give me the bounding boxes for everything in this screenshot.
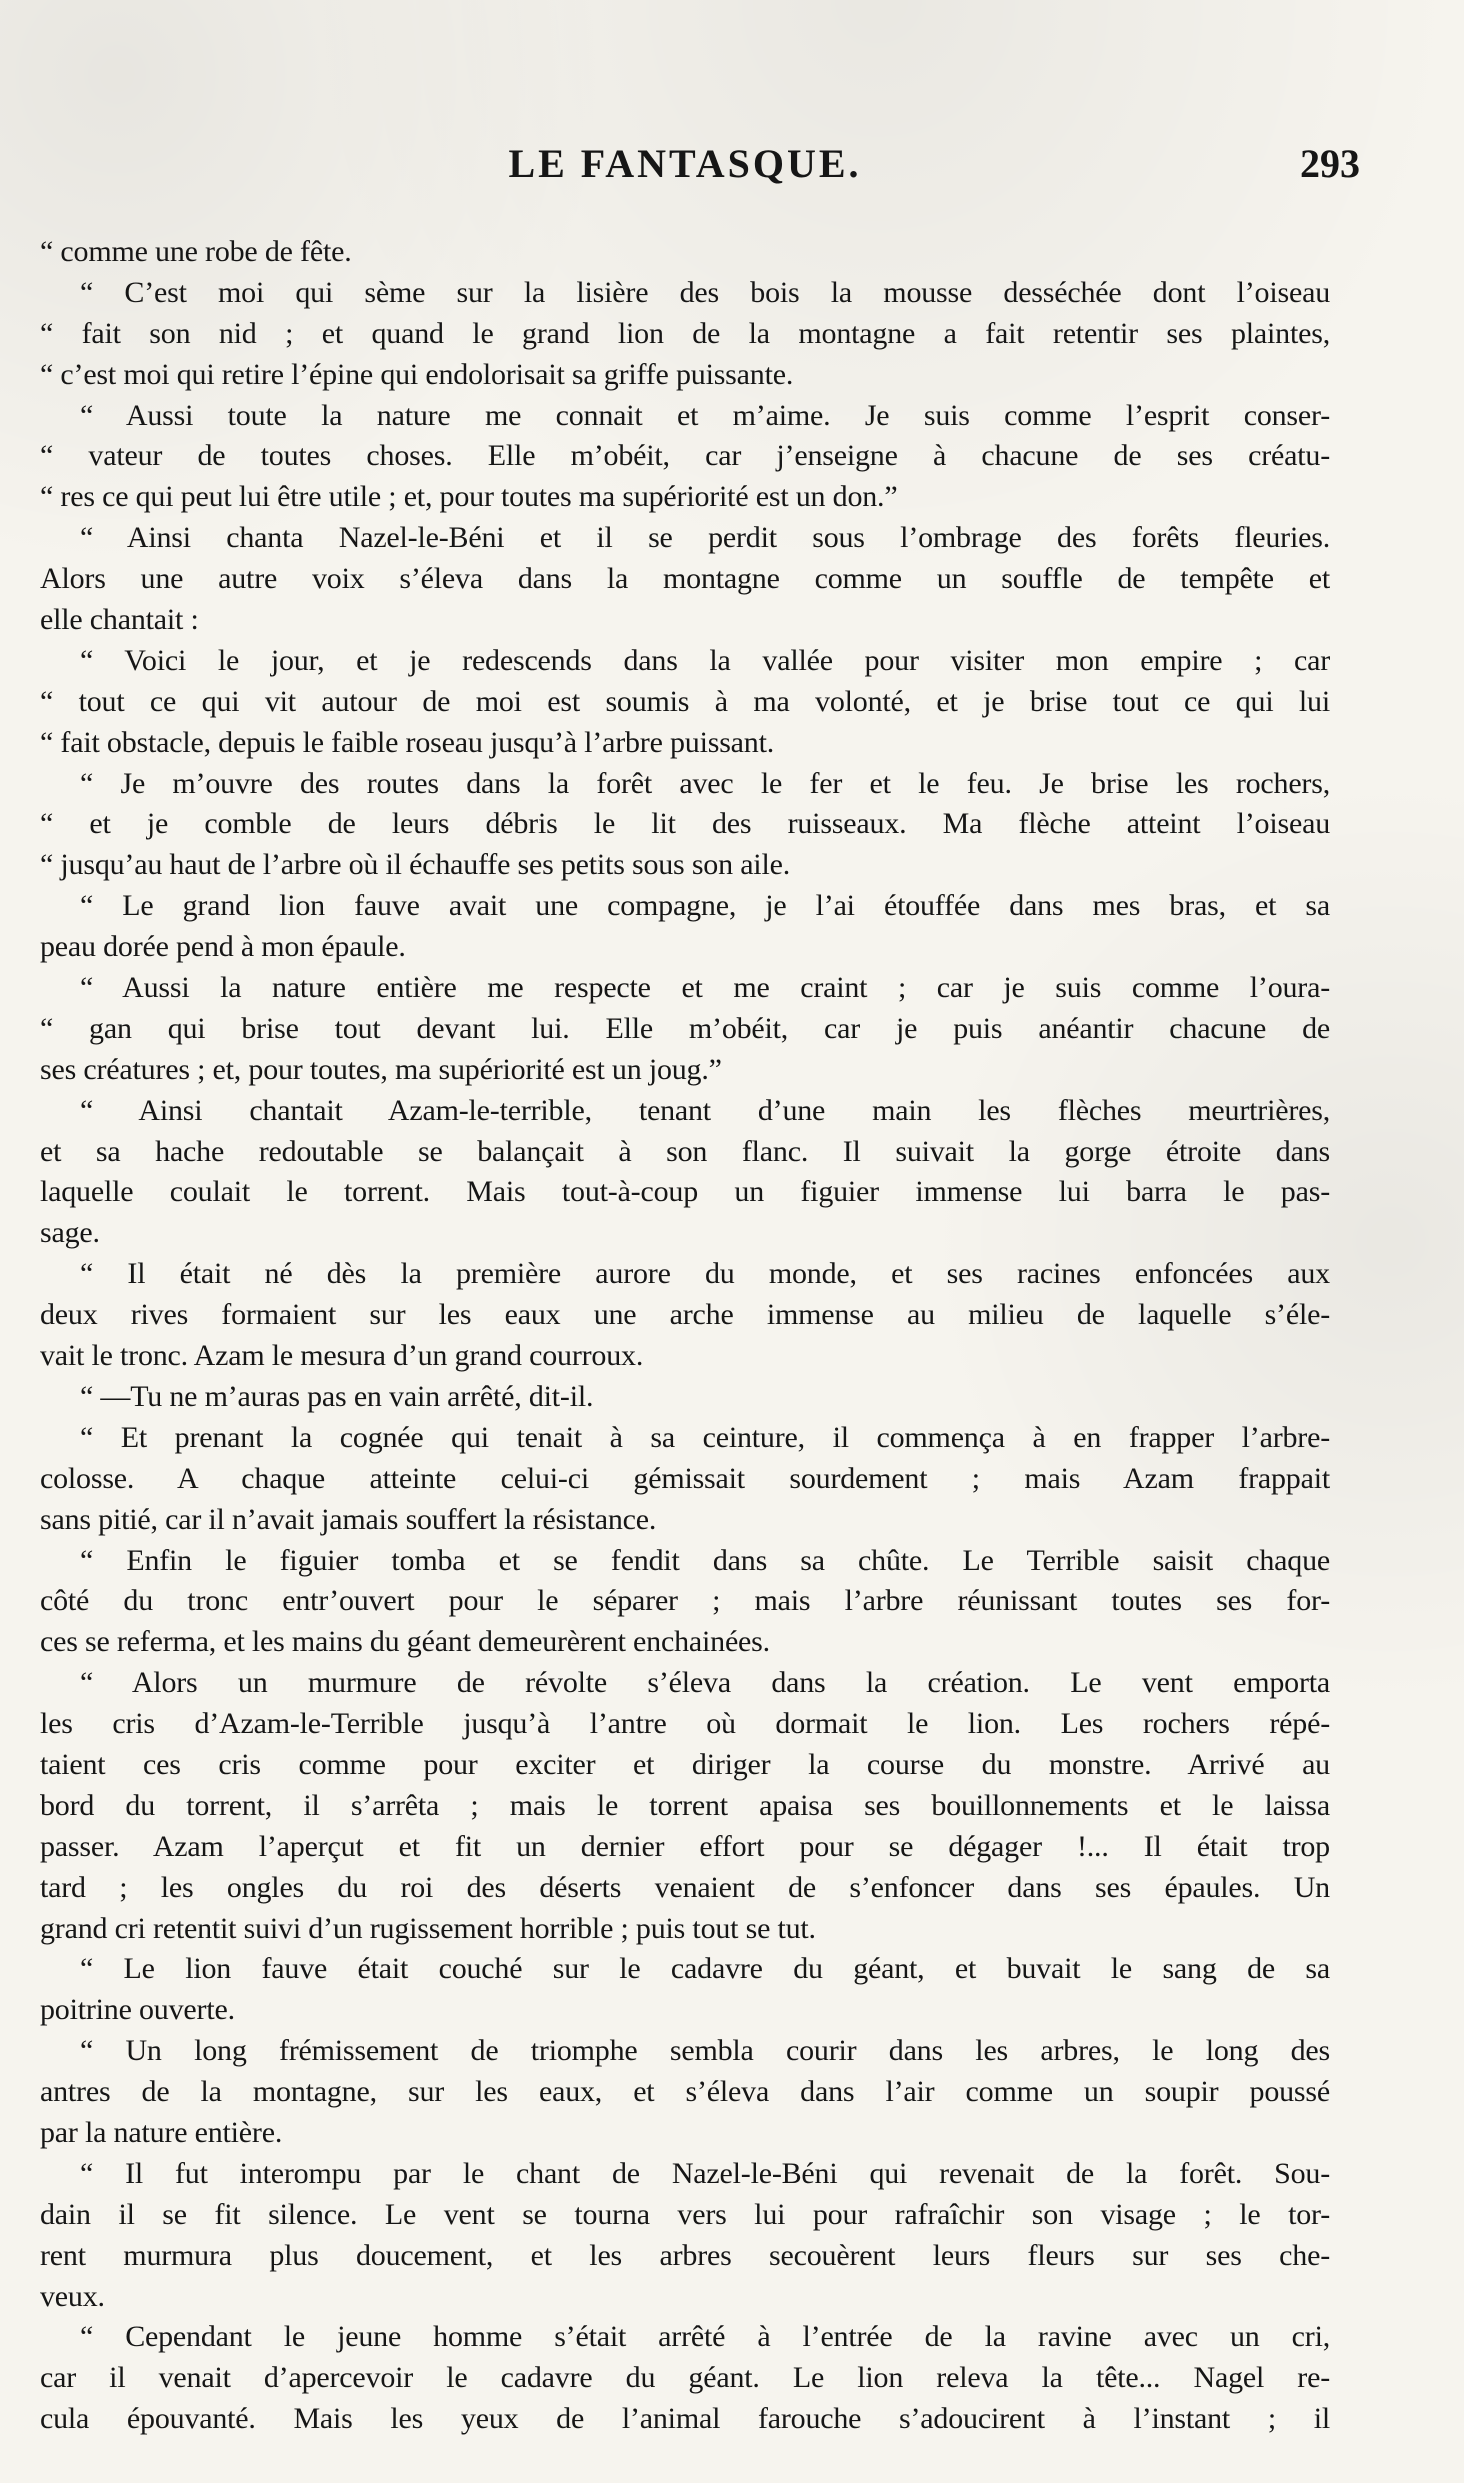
text-line: “ fait obstacle, depuis le faible roseau jusqu’à l’arbre puissant.: [40, 725, 775, 759]
text-line: deux rives formaient sur les eaux une arche immense au milieu de laquelle s’éle-: [40, 1298, 1330, 1332]
text-line: grand cri retentit suivi d’un rugissement horrible ; puis tout se tut.: [40, 1911, 816, 1945]
text-line: “ fait son nid ; et quand le grand lion de la montagne a fait retentir ses plaintes,: [40, 316, 1330, 350]
text-line: cula épouvanté. Mais les yeux de l’animal farouche s’adoucirent à l’instant ; il: [40, 2402, 1330, 2436]
text-line: “ Cependant le jeune homme s’était arrêté à l’entrée de la ravine avec un cri,: [80, 2320, 1330, 2354]
text-line: passer. Azam l’aperçut et fit un dernier effort pour se dégager !... Il était trop: [40, 1829, 1330, 1863]
text-line: “ Il était né dès la première aurore du monde, et ses racines enfoncées aux: [80, 1257, 1330, 1291]
text-line: côté du tronc entr’ouvert pour le séparer ; mais l’arbre réunissant toutes ses for-: [40, 1584, 1330, 1618]
text-line: les cris d’Azam-le-Terrible jusqu’à l’antre où dormait le lion. Les rochers répé-: [40, 1707, 1330, 1741]
text-line: “ Le lion fauve était couché sur le cadavre du géant, et buvait le sang de sa: [80, 1952, 1330, 1986]
text-line: “ Et prenant la cognée qui tenait à sa ceinture, il commença à en frapper l’arbre-: [80, 1420, 1330, 1454]
text-line: et sa hache redoutable se balançait à son flanc. Il suivait la gorge étroite dans: [40, 1134, 1330, 1168]
text-line: “ gan qui brise tout devant lui. Elle m’obéit, car je puis anéantir chacune de: [40, 1011, 1330, 1045]
text-line: “ comme une robe de fête.: [40, 235, 352, 268]
text-line: “ tout ce qui vit autour de moi est soumis à ma volonté, et je brise tout ce qui lui: [40, 684, 1330, 718]
text-line: antres de la montagne, sur les eaux, et s’éleva dans l’air comme un soupir poussé: [40, 2075, 1330, 2109]
text-line: sans pitié, car il n’avait jamais souffert la résistance.: [40, 1502, 657, 1536]
text-line: peau dorée pend à mon épaule.: [40, 930, 406, 964]
text-line: “ Ainsi chantait Azam-le-terrible, tenant d’une main les flèches meurtrières,: [80, 1093, 1330, 1127]
text-line: ses créatures ; et, pour toutes, ma supériorité est un joug.”: [40, 1052, 722, 1086]
text-line: sage.: [40, 1216, 100, 1250]
text-line: “ Je m’ouvre des routes dans la forêt avec le fer et le feu. Je brise les rochers,: [80, 766, 1330, 800]
text-line: “ Enfin le figuier tomba et se fendit dans sa chûte. Le Terrible saisit chaque: [80, 1543, 1330, 1577]
text-line: tard ; les ongles du roi des déserts venaient de s’enfoncer dans ses épaules. Un: [40, 1870, 1330, 1904]
text-line: “ res ce qui peut lui être utile ; et, pour toutes ma supériorité est un don.”: [40, 480, 898, 514]
text-line: “ Un long frémissement de triomphe sembla courir dans les arbres, le long des: [80, 2034, 1330, 2068]
text-line: par la nature entière.: [40, 2115, 283, 2149]
text-line: colosse. A chaque atteinte celui-ci gémissait sourdement ; mais Azam frappait: [40, 1461, 1330, 1495]
text-line: taient ces cris comme pour exciter et diriger la course du monstre. Arrivé au: [40, 1747, 1330, 1781]
text-line: veux.: [40, 2279, 105, 2313]
running-title: LE FANTASQUE.: [508, 141, 862, 186]
page-header: [40, 140, 1360, 200]
text-line: vait le tronc. Azam le mesura d’un grand courroux.: [40, 1339, 644, 1373]
text-line: “ Voici le jour, et je redescends dans la vallée pour visiter mon empire ; car: [80, 643, 1330, 677]
text-line: “ c’est moi qui retire l’épine qui endolorisait sa griffe puissante.: [40, 357, 794, 391]
text-line: elle chantait :: [40, 603, 199, 637]
text-line: laquelle coulait le torrent. Mais tout-à-coup un figuier immense lui barra le pas-: [40, 1175, 1330, 1209]
text-line: Alors une autre voix s’éleva dans la montagne comme un souffle de tempête et: [40, 562, 1330, 596]
text-line: poitrine ouverte.: [40, 1993, 235, 2027]
text-line: “ Ainsi chanta Nazel-le-Béni et il se perdit sous l’ombrage des forêts fleuries.: [80, 521, 1330, 555]
text-line: “ Aussi la nature entière me respecte et me craint ; car je suis comme l’oura-: [80, 971, 1330, 1005]
text-line: car il venait d’apercevoir le cadavre du géant. Le lion releva la tête... Nagel re-: [40, 2361, 1330, 2395]
text-line: “ Aussi toute la nature me connait et m’aime. Je suis comme l’esprit conser-: [80, 398, 1330, 432]
text-line: dain il se fit silence. Le vent se tourna vers lui pour rafraîchir son visage ; le tor-: [40, 2197, 1330, 2231]
text-line: “ Il fut interompu par le chant de Nazel-le-Béni qui revenait de la forêt. Sou-: [80, 2156, 1330, 2190]
text-line: “ vateur de toutes choses. Elle m’obéit, car j’enseigne à chacune de ses créatu-: [40, 439, 1330, 473]
text-line: “ et je comble de leurs débris le lit des ruisseaux. Ma flèche atteint l’oiseau: [40, 807, 1330, 841]
text-line: bord du torrent, il s’arrêta ; mais le torrent apaisa ses bouillonnements et le laissa: [40, 1788, 1330, 1822]
text-line: “ Le grand lion fauve avait une compagne, je l’ai étouffée dans mes bras, et sa: [80, 889, 1330, 923]
text-line: ces se referma, et les mains du géant demeurèrent enchainées.: [40, 1625, 770, 1659]
text-line: rent murmura plus doucement, et les arbres secouèrent leurs fleurs sur ses che-: [40, 2238, 1330, 2272]
body-text: [40, 232, 1330, 2440]
page-number: 293: [1300, 141, 1360, 186]
text-line: “ C’est moi qui sème sur la lisière des bois la mousse desséchée dont l’oiseau: [80, 275, 1330, 309]
text-line: “ jusqu’au haut de l’arbre où il échauffe ses petits sous son aile.: [40, 848, 790, 882]
text-line: “ Alors un murmure de révolte s’éleva dans la création. Le vent emporta: [80, 1666, 1330, 1700]
text-line: “ —Tu ne m’auras pas en vain arrêté, dit-il.: [80, 1379, 594, 1413]
